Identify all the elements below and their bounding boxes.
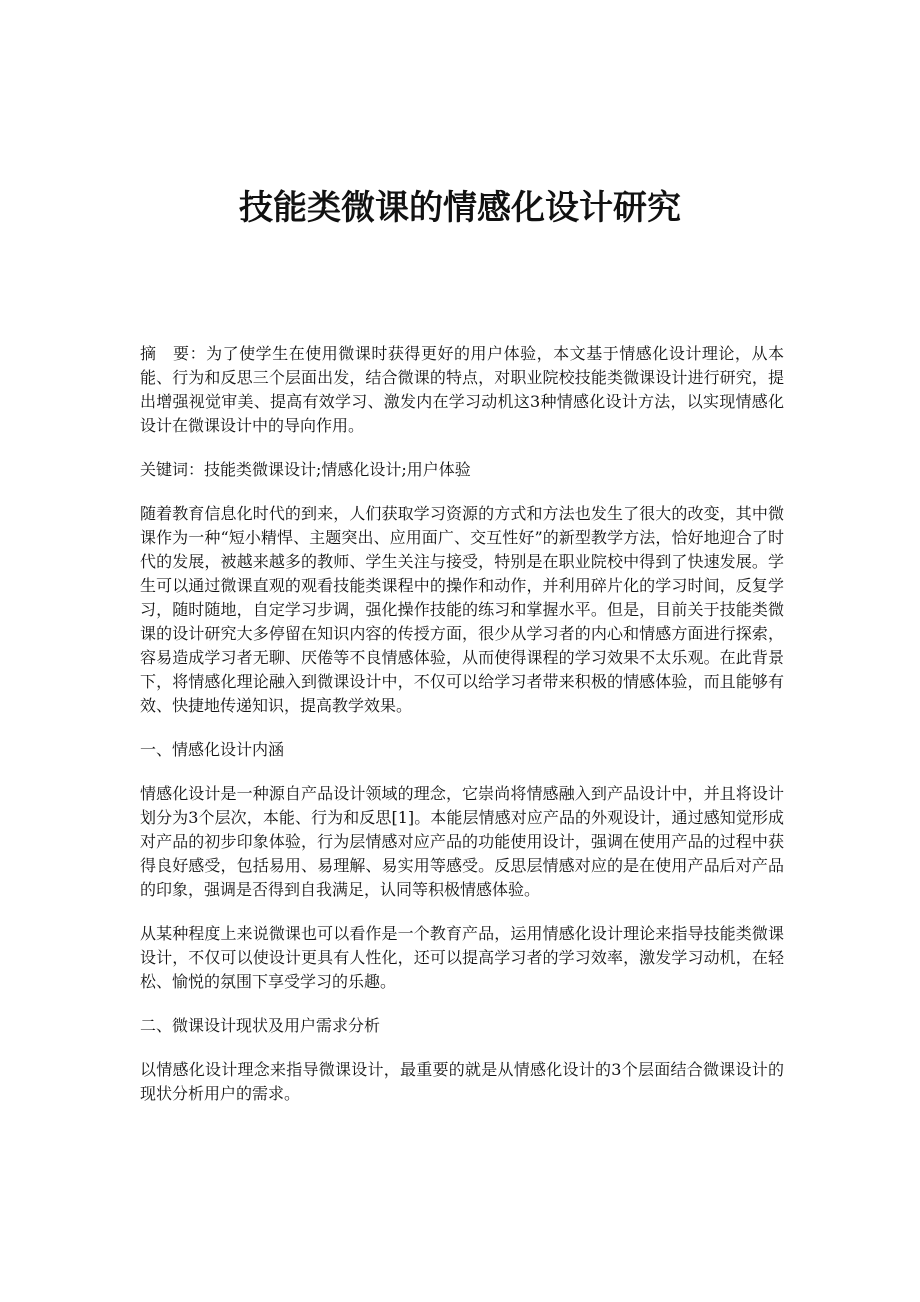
abstract-paragraph: 摘 要：为了使学生在使用微课时获得更好的用户体验，本文基于情感化设计理论，从本能、行为和反思三个层面出发，结合微课的特点，对职业院校技能类微课设计进行研究，提出增强视觉审美、提高有效学习、激发内在学习动机这3种情感化设计方法，以实现情感化设计在微课设计中的导向作用。: [140, 344, 784, 435]
document-body: [140, 342, 784, 1126]
intro-paragraph: 随着教育信息化时代的到来，人们获取学习资源的方式和方法也发生了很大的改变，其中微课作为一种“短小精悍、主题突出、应用面广、交互性好”的新型教学方法，恰好地迎合了时代的发展，被越来越多的教师、学生关注与接受，特别是在职业院校中得到了快速发展。学生可以通过微课直观的观看技能类课程中的操作和动作，并利用碎片化的学习时间，反复学习，随时随地，自定学习步调，强化操作技能的练习和掌握水平。但是，目前关于技能类微课的设计研究大多停留在知识内容的传授方面，很少从学习者的内心和情感方面进行探索，容易造成学习者无聊、厌倦等不良情感体验，从而使得课程的学习效果不太乐观。在此背景下，将情感化理论融入到微课设计中，不仅可以给学习者带来积极的情感体验，而且能够有效、快捷地传递知识，提高教学效果。: [140, 504, 784, 715]
body-paragraph-1: 情感化设计是一种源自产品设计领域的理念，它崇尚将情感融入到产品设计中，并且将设计划分为3个层次，本能、行为和反思[1]。本能层情感对应产品的外观设计，通过感知觉形成对产品的初步印象体验，行为层情感对应产品的功能使用设计，强调在使用产品的过程中获得良好感受，包括易用、易理解、易实用等感受。反思层情感对应的是在使用产品后对产品的印象，强调是否得到自我满足，认同等积极情感体验。: [140, 784, 784, 899]
section-heading-2: 二、微课设计现状及用户需求分析: [140, 1016, 381, 1035]
document-title: 技能类微课的情感化设计研究: [239, 188, 681, 228]
body-paragraph-2: 从某种程度上来说微课也可以看作是一个教育产品，运用情感化设计理论来指导技能类微课设计，不仅可以使设计更具有人性化，还可以提高学习者的学习效率，激发学习动机，在轻松、愉悦的氛围下享受学习的乐趣。: [140, 924, 784, 991]
keywords-paragraph: 关键词：技能类微课设计;情感化设计;用户体验: [140, 460, 471, 479]
section-heading-1: 一、情感化设计内涵: [140, 740, 285, 759]
body-paragraph-3: 以情感化设计理念来指导微课设计，最重要的就是从情感化设计的3个层面结合微课设计的现状分析用户的需求。: [140, 1060, 784, 1103]
